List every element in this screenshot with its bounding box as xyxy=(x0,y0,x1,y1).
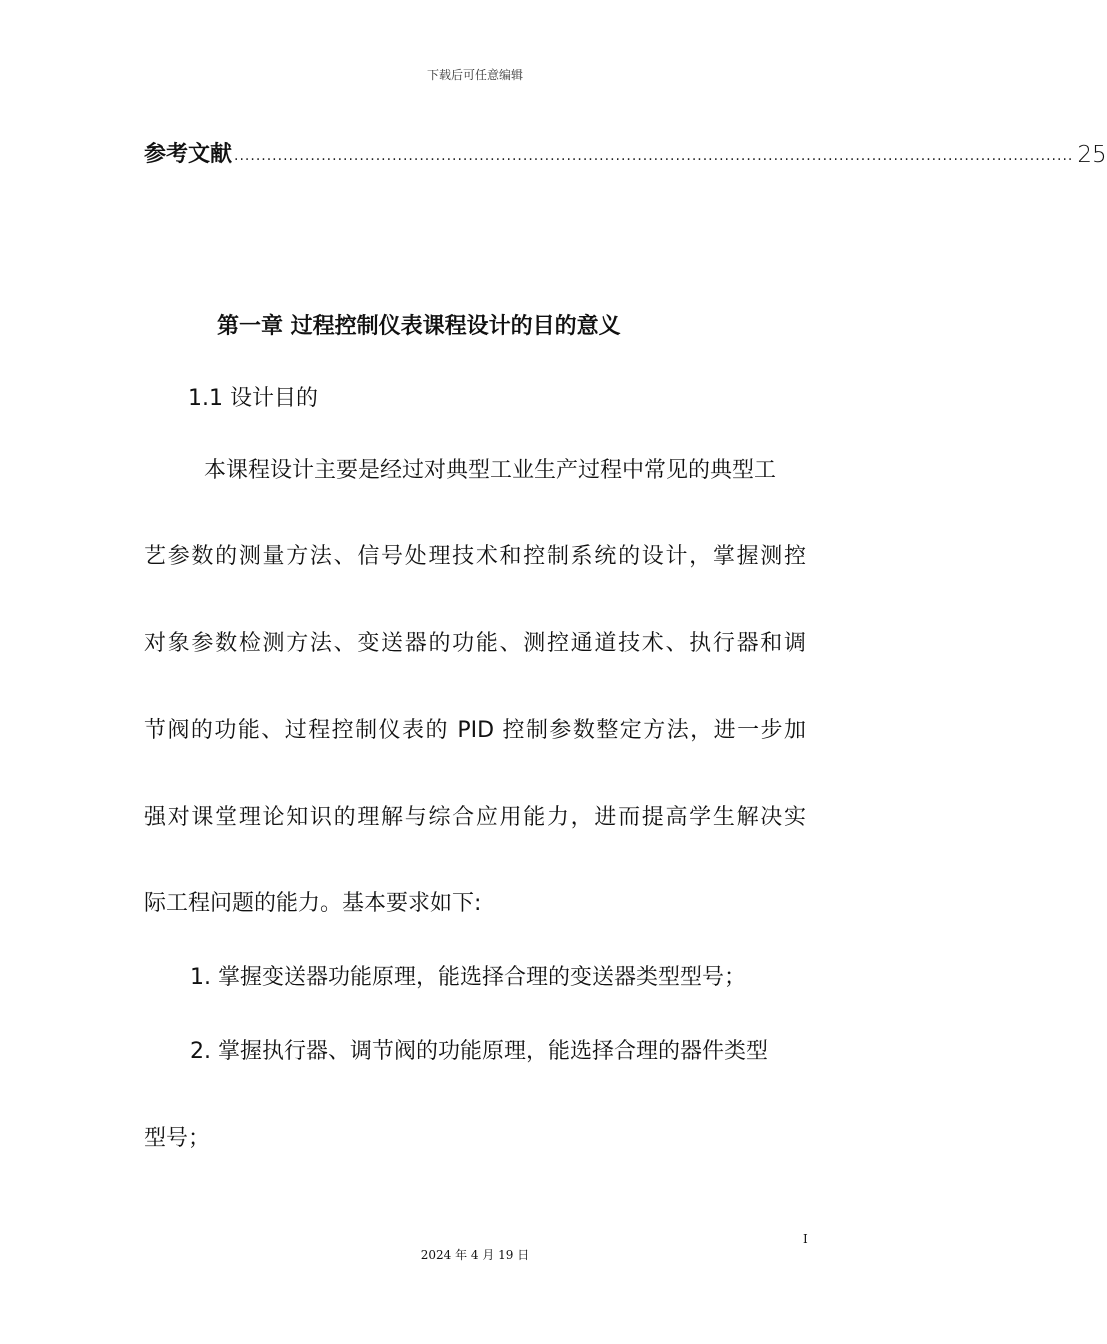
footer-date: 2024 年 4 月 19 日 xyxy=(420,1248,530,1262)
toc-entry-title: 参考文献 xyxy=(144,142,233,167)
toc-entry-references[interactable] xyxy=(144,136,1107,168)
list-item-1: 1. 掌握变送器功能原理，能选择合理的变送器类型型号； xyxy=(190,965,746,990)
list-item-2-line-1: 2. 掌握执行器、调节阀的功能原理，能选择合理的器件类型 xyxy=(190,1039,768,1064)
toc-leader-dots: .......................................................................................................................................................... xyxy=(234,148,1074,164)
paragraph-line-4: 节阀的功能、过程控制仪表的 PID 控制参数整定方法，进一步加 xyxy=(144,718,806,743)
paragraph-line-5: 强对课堂理论知识的理解与综合应用能力，进而提高学生解决实 xyxy=(144,805,806,830)
toc-page-number: 25 xyxy=(1077,142,1107,168)
list-item-2-line-2: 型号； xyxy=(144,1126,211,1151)
chapter-title: 第一章 过程控制仪表课程设计的目的意义 xyxy=(217,314,621,339)
paragraph-line-6: 际工程问题的能力。基本要求如下: xyxy=(144,891,482,916)
paragraph-line-3: 对象参数检测方法、变送器的功能、测控通道技术、执行器和调 xyxy=(144,631,806,656)
page-number: I xyxy=(803,1232,808,1246)
header-note: 下载后可任意编辑 xyxy=(426,68,523,82)
paragraph-line-1: 本课程设计主要是经过对典型工业生产过程中常见的典型工 xyxy=(204,458,777,483)
section-title: 1.1 设计目的 xyxy=(188,386,318,411)
paragraph-line-2: 艺参数的测量方法、信号处理技术和控制系统的设计，掌握测控 xyxy=(144,544,806,569)
